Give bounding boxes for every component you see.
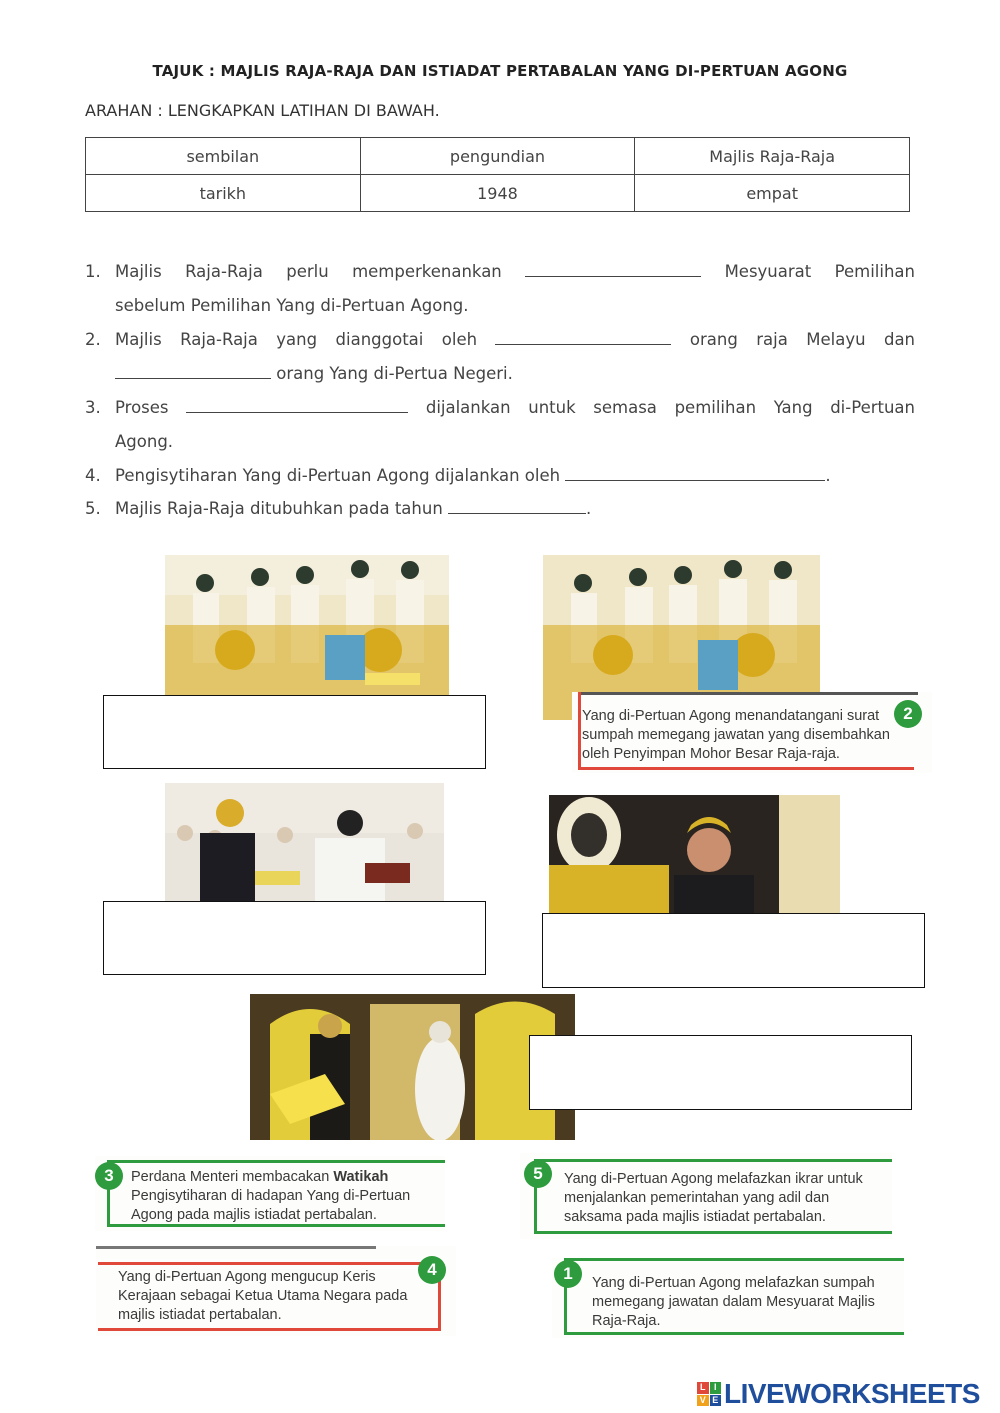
caption-card-4: Yang di-Pertuan Agong mengucup Keris Kerajaan sebagai Ketua Utama Negara pada majlis istiadat pertabalan. 4 — [96, 1246, 456, 1336]
photo-proclamation-reading — [165, 783, 444, 901]
answer-box-photo-3[interactable] — [103, 901, 486, 975]
word-bank-cell: sembilan — [86, 138, 361, 175]
caption-card-5: Yang di-Pertuan Agong melafazkan ikrar untuk menjalankan pemerintahan yang adil dan saksama pada majlis istiadat pertabalan. 5 — [520, 1153, 892, 1239]
question-2: 2. Majlis Raja-Raja yang dianggotai oleh orang raja Melayu dan orang Yang di-Pertua Negeri. — [85, 323, 915, 391]
step-badge: 1 — [554, 1260, 582, 1288]
answer-box-photo-4[interactable] — [542, 913, 925, 988]
instruction: ARAHAN : LENGKAPKAN LATIHAN DI BAWAH. — [85, 101, 440, 120]
answer-blank-1[interactable] — [525, 258, 701, 277]
question-4: 4. Pengisytiharan Yang di-Pertuan Agong dijalankan oleh . — [85, 459, 915, 493]
word-bank-row — [86, 175, 910, 212]
liveworksheets-logo — [697, 1378, 980, 1410]
step-badge: 5 — [524, 1160, 552, 1188]
question-3: 3. Proses dijalankan untuk semasa pemilihan Yang di-Pertuan Agong. — [85, 391, 915, 459]
step-badge: 3 — [95, 1162, 123, 1190]
answer-box-photo-5[interactable] — [529, 1035, 912, 1110]
photo-oath-taking — [549, 795, 840, 913]
word-bank-cell: Majlis Raja-Raja — [635, 138, 910, 175]
word-bank-cell: tarikh — [86, 175, 361, 212]
photo-signing-ceremony — [165, 555, 449, 695]
photo-throne-ceremony — [250, 994, 575, 1140]
answer-blank-4[interactable] — [565, 462, 825, 481]
answer-input-photo-1[interactable] — [104, 696, 485, 768]
liveworksheets-logo-icon: L I V E — [697, 1382, 721, 1406]
answer-blank-2a[interactable] — [495, 326, 671, 345]
answer-input-photo-3[interactable] — [104, 902, 485, 974]
answer-blank-3[interactable] — [186, 394, 408, 413]
step-badge: 4 — [418, 1256, 446, 1284]
caption-card-2: Yang di-Pertuan Agong menandatangani surat sumpah memegang jawatan yang disembahkan oleh Penyimpan Mohor Besar Raja-raja. 2 — [572, 692, 932, 773]
liveworksheets-logo-text: LIVEWORKSHEETS — [724, 1378, 980, 1409]
answer-input-photo-5[interactable] — [530, 1036, 911, 1109]
question-5: 5. Majlis Raja-Raja ditubuhkan pada tahun . — [85, 492, 915, 526]
caption-card-1: Yang di-Pertuan Agong melafazkan sumpah memegang jawatan dalam Mesyuarat Majlis Raja-Raja. 1 — [552, 1258, 904, 1338]
answer-blank-5[interactable] — [448, 495, 586, 514]
word-bank-table — [85, 137, 910, 212]
question-1: 1. Majlis Raja-Raja perlu memperkenankan Mesyuarat Pemilihan sebelum Pemilihan Yang di-Pertuan Agong. — [85, 255, 915, 323]
worksheet-title: TAJUK : MAJLIS RAJA-RAJA DAN ISTIADAT PERTABALAN YANG DI-PERTUAN AGONG — [152, 62, 848, 80]
word-bank-cell: pengundian — [360, 138, 635, 175]
caption-card-3: Perdana Menteri membacakan Watikah Pengisytiharan di hadapan Yang di-Pertuan Agong pada majlis istiadat pertabalan. 3 — [95, 1156, 445, 1231]
word-bank-cell: empat — [635, 175, 910, 212]
answer-box-photo-1[interactable] — [103, 695, 486, 769]
answer-input-photo-4[interactable] — [543, 914, 924, 987]
answer-blank-2b[interactable] — [115, 360, 271, 379]
word-bank-row — [86, 138, 910, 175]
step-badge: 2 — [894, 700, 922, 728]
word-bank-cell: 1948 — [360, 175, 635, 212]
